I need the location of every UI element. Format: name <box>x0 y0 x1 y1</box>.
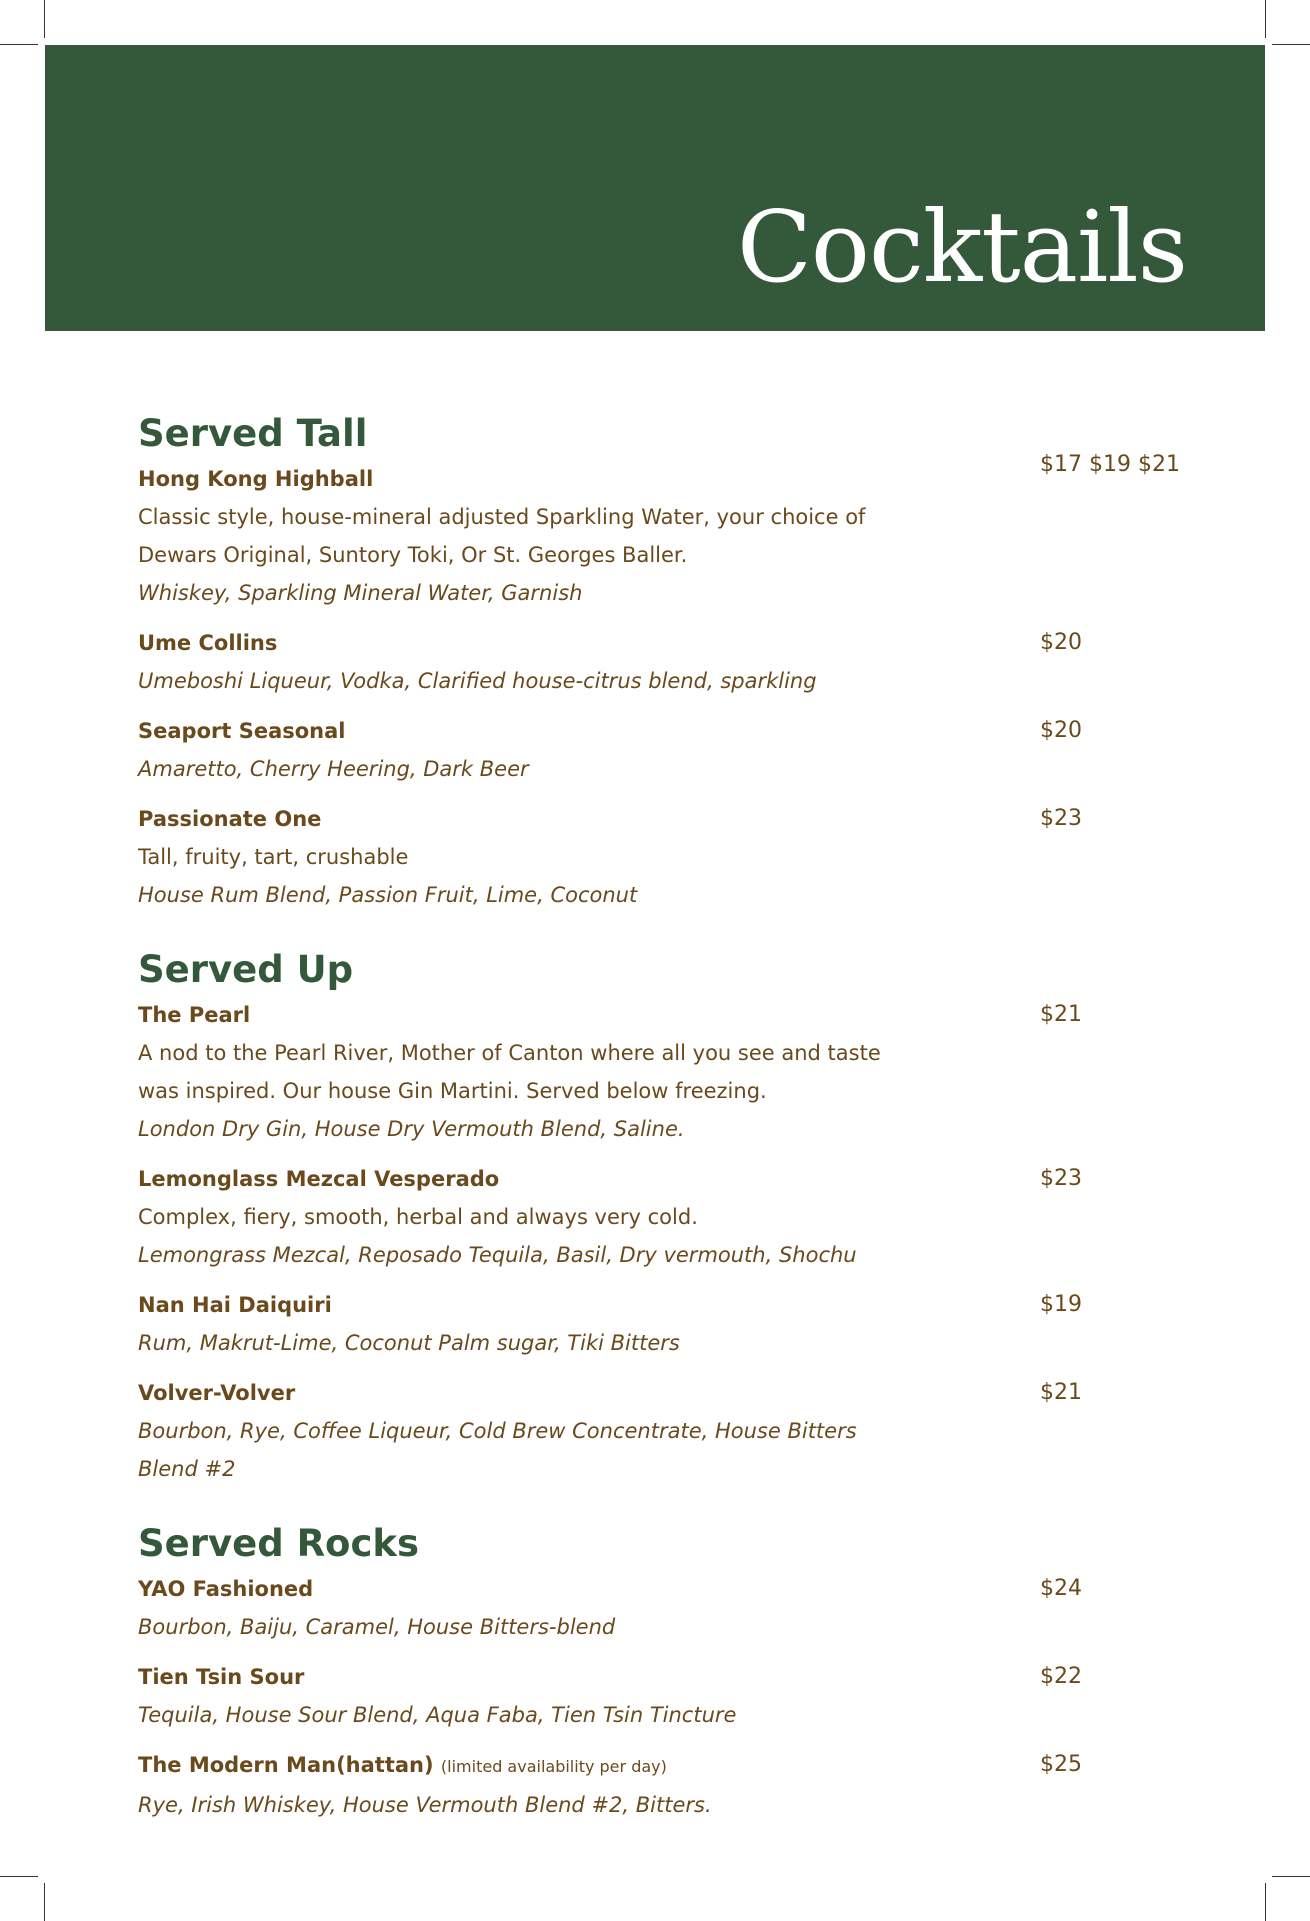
item-description: Complex, fiery, smooth, herbal and always very cold. <box>138 1205 698 1229</box>
crop-mark <box>1265 1883 1266 1921</box>
item-description: A nod to the Pearl River, Mother of Canton where all you see and taste was inspired. Our house Gin Martini. Served below freezing. <box>138 1041 881 1103</box>
item-ingredients: Rye, Irish Whiskey, House Vermouth Blend #2, Bitters. <box>138 1793 712 1817</box>
item-name-text: The Pearl <box>138 1003 251 1027</box>
item-name <box>138 460 918 498</box>
crop-mark <box>1265 0 1266 38</box>
menu-item <box>138 1286 1198 1362</box>
item-price: $19 <box>1040 1292 1082 1317</box>
item-ingredients: Bourbon, Rye, Coffee Liqueur, Cold Brew Concentrate, House Bitters Blend #2 <box>138 1419 857 1481</box>
menu-item <box>138 712 1198 788</box>
menu-item <box>138 800 1198 914</box>
crop-mark <box>1272 44 1310 45</box>
item-description: Tall, fruity, tart, crushable <box>138 845 409 869</box>
item-price: $21 <box>1040 1002 1082 1027</box>
item-name-text: Hong Kong Highball <box>138 467 374 491</box>
item-ingredients: Bourbon, Baiju, Caramel, House Bitters-blend <box>138 1615 616 1639</box>
crop-mark <box>1272 1876 1310 1877</box>
item-name-text: YAO Fashioned <box>138 1577 314 1601</box>
item-name-text: Seaport Seasonal <box>138 719 346 743</box>
item-name <box>138 1570 918 1608</box>
item-price: $23 <box>1040 1166 1082 1191</box>
header-banner <box>45 45 1265 331</box>
item-price: $23 <box>1040 806 1082 831</box>
item-ingredients: Lemongrass Mezcal, Reposado Tequila, Basil, Dry vermouth, Shochu <box>138 1243 857 1267</box>
item-price: $25 <box>1040 1752 1082 1777</box>
item-price: $20 <box>1040 718 1082 743</box>
item-name <box>138 800 918 838</box>
item-ingredients: London Dry Gin, House Dry Vermouth Blend, Saline. <box>138 1117 685 1141</box>
item-name <box>138 1374 918 1412</box>
item-name-text: The Modern Man(hattan) <box>138 1753 434 1777</box>
crop-mark <box>44 1883 45 1921</box>
menu-item <box>138 1746 1198 1824</box>
item-name-text: Passionate One <box>138 807 322 831</box>
item-name-text: Lemonglass Mezcal Vesperado <box>138 1167 500 1191</box>
item-price: $22 <box>1040 1664 1082 1689</box>
item-description: Classic style, house-mineral adjusted Sparkling Water, your choice of Dewars Original, Suntory Toki, Or St. Georges Baller. <box>138 505 866 567</box>
page-title: Cocktails <box>736 191 1187 305</box>
item-price: $20 <box>1040 630 1082 655</box>
item-name <box>138 996 918 1034</box>
item-name <box>138 1160 918 1198</box>
menu-item <box>138 1570 1198 1646</box>
item-price: $24 <box>1040 1576 1082 1601</box>
crop-mark <box>0 1876 38 1877</box>
item-price: $17 $19 $21 <box>1040 452 1180 477</box>
item-ingredients: House Rum Blend, Passion Fruit, Lime, Coconut <box>138 883 638 907</box>
menu-section <box>138 944 1198 1488</box>
cocktail-menu <box>138 408 1198 1854</box>
menu-item <box>138 452 1198 612</box>
menu-item <box>138 996 1198 1148</box>
menu-section <box>138 1518 1198 1824</box>
item-name-text: Nan Hai Daiquiri <box>138 1293 332 1317</box>
menu-item <box>138 1658 1198 1734</box>
item-name-text: Ume Collins <box>138 631 278 655</box>
item-ingredients: Tequila, House Sour Blend, Aqua Faba, Tien Tsin Tincture <box>138 1703 737 1727</box>
item-name <box>138 1286 918 1324</box>
item-ingredients: Rum, Makrut-Lime, Coconut Palm sugar, Tiki Bitters <box>138 1331 680 1355</box>
crop-mark <box>44 0 45 38</box>
item-name <box>138 1746 918 1786</box>
menu-item <box>138 1160 1198 1274</box>
crop-mark <box>0 44 38 45</box>
item-name <box>138 1658 918 1696</box>
item-ingredients: Whiskey, Sparkling Mineral Water, Garnish <box>138 581 583 605</box>
section-title: Served Tall <box>138 412 368 455</box>
menu-item <box>138 1374 1198 1488</box>
item-name <box>138 624 918 662</box>
section-title: Served Up <box>138 948 354 991</box>
item-note: (limited availability per day) <box>440 1757 667 1776</box>
item-ingredients: Amaretto, Cherry Heering, Dark Beer <box>138 757 529 781</box>
menu-section <box>138 408 1198 914</box>
item-ingredients: Umeboshi Liqueur, Vodka, Clarified house-citrus blend, sparkling <box>138 669 817 693</box>
menu-item <box>138 624 1198 700</box>
item-name <box>138 712 918 750</box>
item-price: $21 <box>1040 1380 1082 1405</box>
item-name-text: Volver-Volver <box>138 1381 296 1405</box>
section-title: Served Rocks <box>138 1522 420 1565</box>
item-name-text: Tien Tsin Sour <box>138 1665 305 1689</box>
